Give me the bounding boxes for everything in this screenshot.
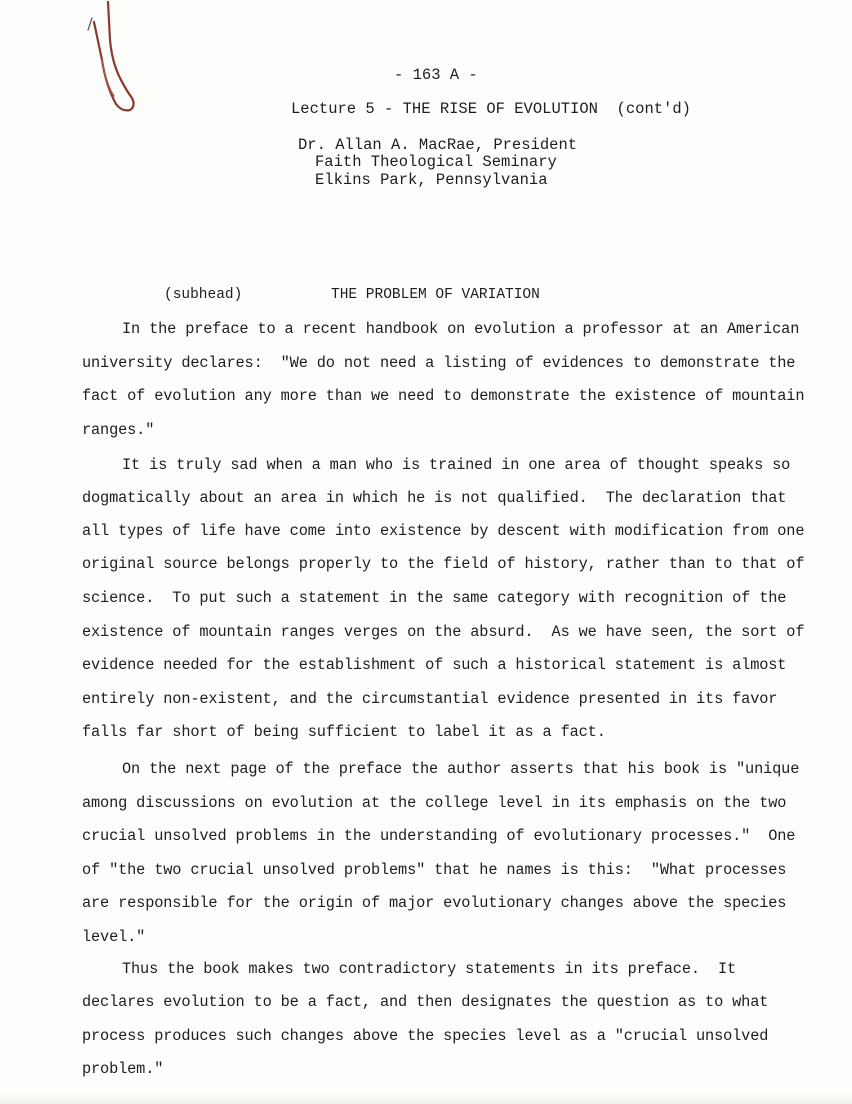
- body-line: existence of mountain ranges verges on the absurd. As we have seen, the sort of: [82, 623, 805, 641]
- body-line: entirely non-existent, and the circumstantial evidence presented in its favor: [82, 690, 778, 708]
- subhead-label: (subhead): [164, 287, 243, 303]
- body-line: declares evolution to be a fact, and then designates the question as to what: [82, 993, 769, 1011]
- body-line: crucial unsolved problems in the understanding of evolutionary processes." One: [82, 827, 796, 845]
- page-number: - 163 A -: [394, 66, 478, 84]
- subhead-title: THE PROBLEM OF VARIATION: [331, 287, 540, 303]
- body-line: evidence needed for the establishment of such a historical statement is almost: [82, 656, 787, 674]
- body-line: ranges.": [82, 421, 155, 439]
- body-line: science. To put such a statement in the same category with recognition of the: [82, 589, 787, 607]
- body-line: problem.": [82, 1060, 164, 1078]
- body-line: original source belongs properly to the field of history, rather than to that of: [82, 555, 805, 573]
- institution-name: Faith Theological Seminary: [315, 153, 557, 171]
- body-line: dogmatically about an area in which he is not qualified. The declaration that: [82, 489, 787, 507]
- body-line: In the preface to a recent handbook on evolution a professor at an American: [122, 320, 800, 338]
- body-line: level.": [82, 928, 146, 946]
- body-line: falls far short of being sufficient to label it as a fact.: [82, 723, 606, 741]
- institution-location: Elkins Park, Pennsylvania: [315, 171, 548, 189]
- page-edge: [0, 1094, 852, 1104]
- author-name: Dr. Allan A. MacRae, President: [298, 136, 578, 154]
- body-line: process produces such changes above the species level as a "crucial unsolved: [82, 1027, 769, 1045]
- body-line: Thus the book makes two contradictory statements in its preface. It: [122, 960, 737, 978]
- body-line: fact of evolution any more than we need to demonstrate the existence of mountain: [82, 387, 805, 405]
- body-line: of "the two crucial unsolved problems" that he names is this: "What processes: [82, 861, 787, 879]
- body-line: all types of life have come into existence by descent with modification from one: [82, 522, 805, 540]
- body-line: On the next page of the preface the author asserts that his book is "unique: [122, 760, 800, 778]
- body-line: university declares: "We do not need a listing of evidences to demonstrate the: [82, 354, 796, 372]
- paperclip-icon: [80, 0, 150, 120]
- lecture-title: Lecture 5 - THE RISE OF EVOLUTION (cont'd): [291, 100, 691, 118]
- body-line: are responsible for the origin of major evolutionary changes above the species: [82, 894, 787, 912]
- body-line: It is truly sad when a man who is trained in one area of thought speaks so: [122, 456, 791, 474]
- body-line: among discussions on evolution at the college level in its emphasis on the two: [82, 794, 787, 812]
